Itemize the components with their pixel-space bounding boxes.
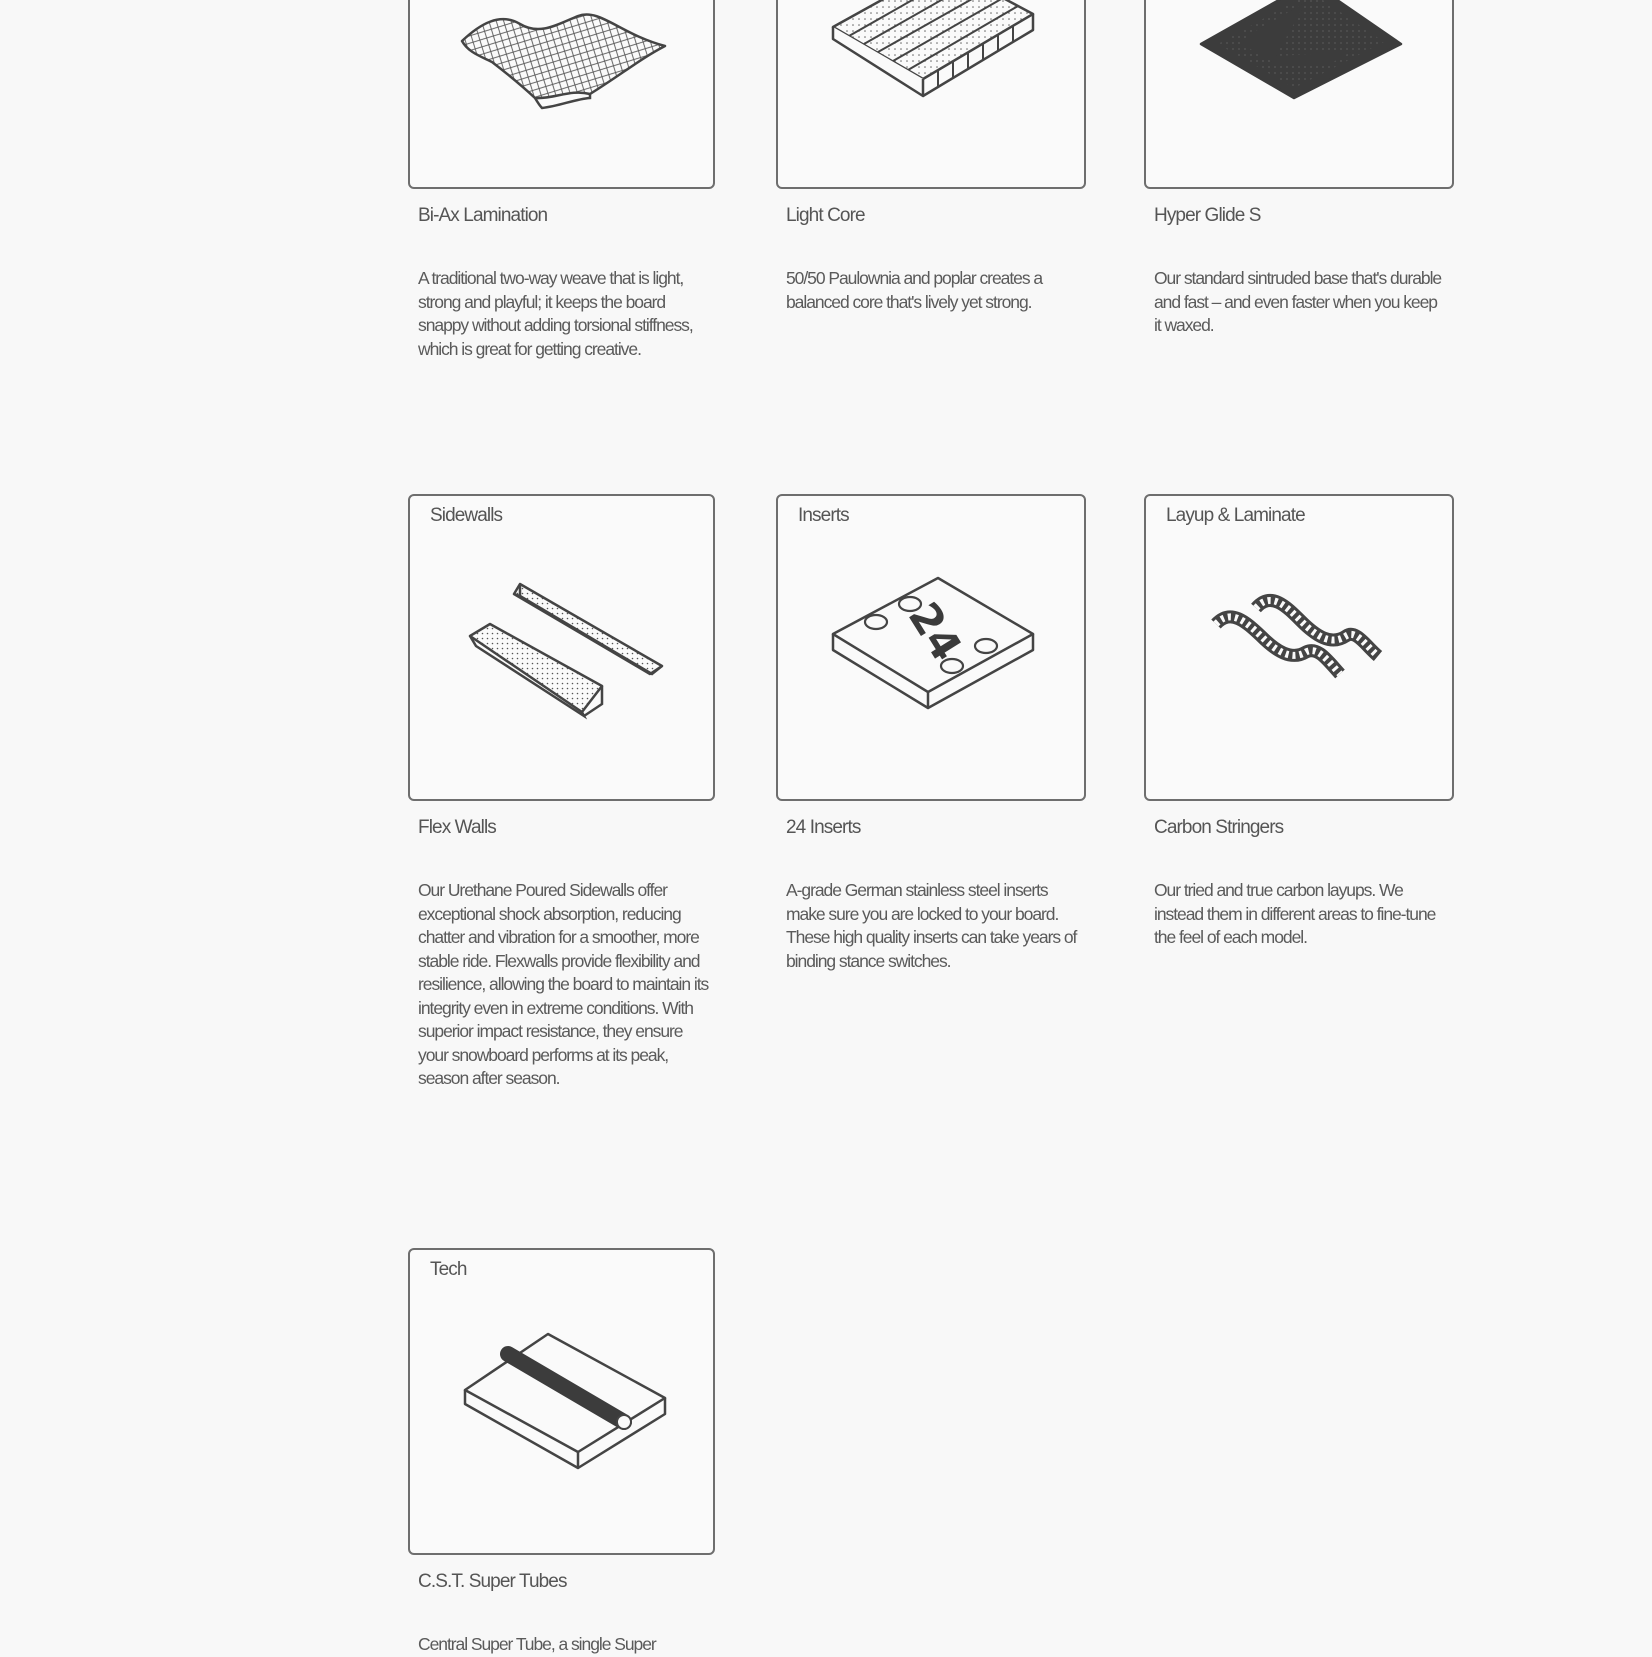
feature-name: Hyper Glide S: [1154, 205, 1261, 226]
feature-category: Inserts: [798, 505, 849, 526]
feature-name: C.S.T. Super Tubes: [418, 1571, 567, 1592]
feature-category: Sidewalls: [430, 505, 503, 526]
super-tube-icon: [410, 1250, 715, 1555]
wood-core-icon: [778, 0, 1085, 189]
feature-name: 24 Inserts: [786, 817, 861, 838]
bi-ax-weave-icon: [410, 0, 715, 189]
inserts-24-icon: [778, 496, 1085, 801]
feature-description: Our tried and true carbon layups. We instead them in different areas to fine-tune the feel of each model.: [1154, 880, 1436, 947]
feature-category: Layup & Laminate: [1166, 505, 1305, 526]
feature-description: Central Super Tube, a single Super: [418, 1634, 656, 1654]
feature-tile: [776, 0, 1086, 189]
feature-tile: [408, 1248, 715, 1555]
feature-description: 50/50 Paulownia and poplar creates a balanced core that's lively yet strong.: [786, 268, 1043, 312]
feature-tile: [1144, 494, 1454, 801]
svg-text:24: 24: [898, 593, 972, 670]
carbon-stringers-icon: [1146, 496, 1453, 801]
feature-tile: [776, 494, 1086, 801]
feature-tile: [1144, 0, 1454, 189]
feature-description: Our Urethane Poured Sidewalls offer exceptional shock absorption, reducing chatter and vibration for a smoother, more stable ride. Flexwalls provide flexibility and resilience, allowing the board to maintain its integrity even in extreme conditions. With superior impact resistance, they ensure your snowboard performs at its peak, season after season.: [418, 880, 709, 1088]
feature-name: Bi-Ax Lamination: [418, 205, 548, 226]
sidewalls-icon: [410, 496, 715, 801]
base-icon: [1146, 0, 1453, 189]
feature-description: A-grade German stainless steel inserts make sure you are locked to your board. These high quality inserts can take years of binding stance switches.: [786, 880, 1077, 971]
feature-tile: [408, 0, 715, 189]
feature-name: Carbon Stringers: [1154, 817, 1284, 838]
feature-name: Flex Walls: [418, 817, 496, 838]
feature-description: A traditional two-way weave that is light, strong and playful; it keeps the board snappy without adding torsional stiffness, which is great for getting creative.: [418, 268, 693, 359]
feature-name: Light Core: [786, 205, 865, 226]
feature-description: Our standard sintruded base that's durable and fast – and even faster when you keep it waxed.: [1154, 268, 1442, 335]
feature-tile: [408, 494, 715, 801]
feature-category: Tech: [430, 1259, 467, 1280]
